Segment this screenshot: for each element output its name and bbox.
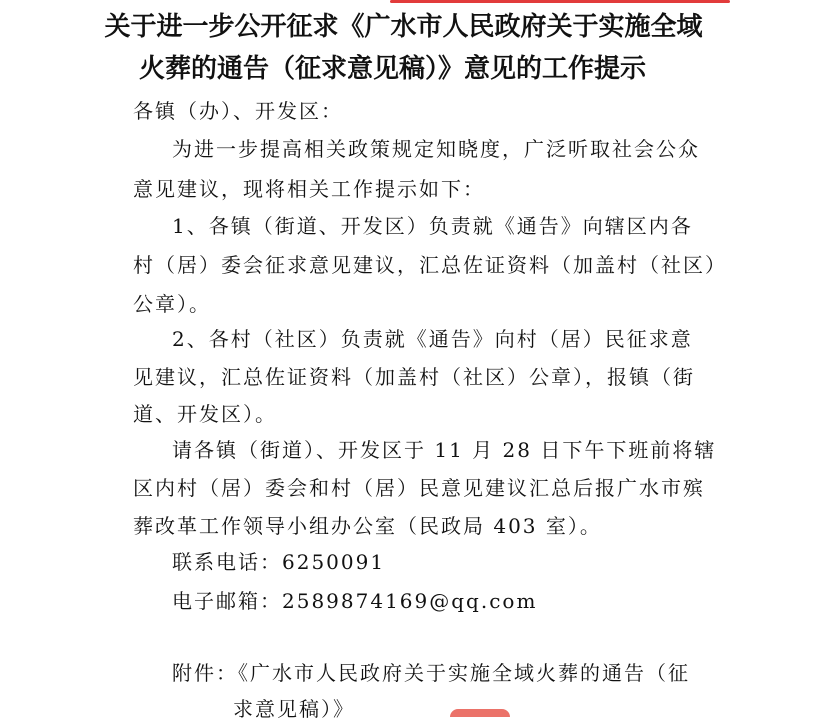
item1-line-2: 村（居）委会征求意见建议，汇总佐证资料（加盖村（社区） bbox=[133, 253, 727, 277]
contact-email: 电子邮箱：2589874169@qq.com bbox=[172, 589, 538, 613]
item1-line-3: 公章）。 bbox=[133, 292, 211, 316]
request-line-2: 区内村（居）委会和村（居）民意见建议汇总后报广水市殡 bbox=[133, 476, 705, 500]
request-line-3: 葬改革工作领导小组办公室（民政局 403 室）。 bbox=[133, 514, 602, 538]
item1-line-1: 1、各镇（街道、开发区）负责就《通告》向辖区内各 bbox=[172, 214, 693, 238]
salutation: 各镇（办）、开发区： bbox=[133, 99, 343, 123]
item2-line-1: 2、各村（社区）负责就《通告》向村（居）民征求意 bbox=[172, 327, 693, 351]
intro-line-2: 意见建议，现将相关工作提示如下： bbox=[133, 177, 485, 201]
red-header-line bbox=[390, 0, 730, 3]
document-title-line-2: 火葬的通告（征求意见稿）》意见的工作提示 bbox=[138, 54, 646, 84]
request-line-1: 请各镇（街道）、开发区于 11 月 28 日下午下班前将辖 bbox=[172, 438, 717, 462]
attachment-line-1: 附件：《广水市人民政府关于实施全域火葬的通告（征 bbox=[172, 661, 690, 685]
item2-line-3: 道、开发区）。 bbox=[133, 402, 277, 426]
attachment-line-2: 求意见稿）》 bbox=[233, 697, 355, 721]
item2-line-2: 见建议，汇总佐证资料（加盖村（社区）公章），报镇（街 bbox=[133, 365, 695, 389]
intro-line-1: 为进一步提高相关政策规定知晓度，广泛听取社会公众 bbox=[172, 137, 700, 161]
contact-phone: 联系电话：6250091 bbox=[172, 550, 386, 574]
document-title-line-1: 关于进一步公开征求《广水市人民政府关于实施全域 bbox=[104, 12, 703, 42]
red-stamp-fragment bbox=[450, 709, 510, 717]
